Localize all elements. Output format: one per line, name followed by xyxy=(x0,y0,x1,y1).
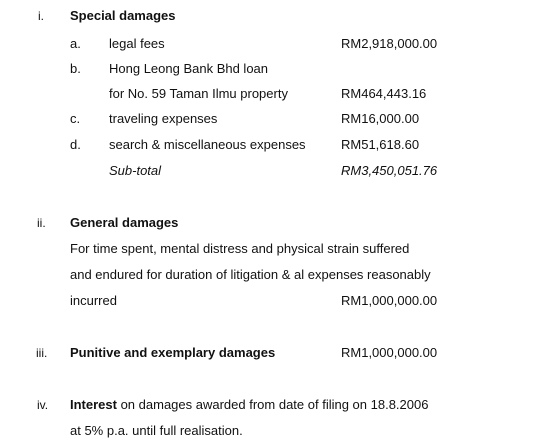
section-numeral-ii: ii. xyxy=(37,216,46,230)
punitive-damages-heading: Punitive and exemplary damages xyxy=(70,345,276,360)
item-letter-d: d. xyxy=(70,137,81,152)
bank-loan-label-line2: for No. 59 Taman Ilmu property xyxy=(109,86,288,101)
bank-loan-amount: RM464,443.16 xyxy=(341,86,427,101)
section-numeral-iii: iii. xyxy=(36,346,48,360)
search-expenses-label: search & miscellaneous expenses xyxy=(109,137,306,152)
traveling-expenses-amount: RM16,000.00 xyxy=(341,111,420,126)
legal-fees-label: legal fees xyxy=(109,36,165,51)
special-damages-heading: Special damages xyxy=(70,8,176,23)
item-letter-a: a. xyxy=(70,36,81,51)
general-damages-text-line3: incurred xyxy=(70,293,117,308)
interest-heading: Interest xyxy=(70,397,117,412)
interest-line1 xyxy=(70,397,428,413)
item-letter-c: c. xyxy=(70,111,81,126)
general-damages-text-line2: and endured for duration of litigation & al expenses reasonably xyxy=(70,267,431,282)
subtotal-label: Sub-total xyxy=(109,163,162,178)
interest-line2: at 5% p.a. until full realisation. xyxy=(70,423,243,438)
bank-loan-label: Hong Leong Bank Bhd loan xyxy=(109,61,269,76)
punitive-damages-amount: RM1,000,000.00 xyxy=(341,345,438,360)
traveling-expenses-label: traveling expenses xyxy=(109,111,218,126)
interest-line1-rest: on damages awarded from date of filing on 18.8.2006 xyxy=(116,397,429,412)
legal-fees-amount: RM2,918,000.00 xyxy=(341,36,438,51)
general-damages-heading: General damages xyxy=(70,215,179,230)
general-damages-text-line1: For time spent, mental distress and physical strain suffered xyxy=(70,241,410,256)
section-numeral-iv: iv. xyxy=(37,398,49,412)
item-letter-b: b. xyxy=(70,61,81,76)
general-damages-amount: RM1,000,000.00 xyxy=(341,293,438,308)
search-expenses-amount: RM51,618.60 xyxy=(341,137,420,152)
subtotal-amount: RM3,450,051.76 xyxy=(341,163,438,178)
section-numeral-i: i. xyxy=(38,9,44,23)
